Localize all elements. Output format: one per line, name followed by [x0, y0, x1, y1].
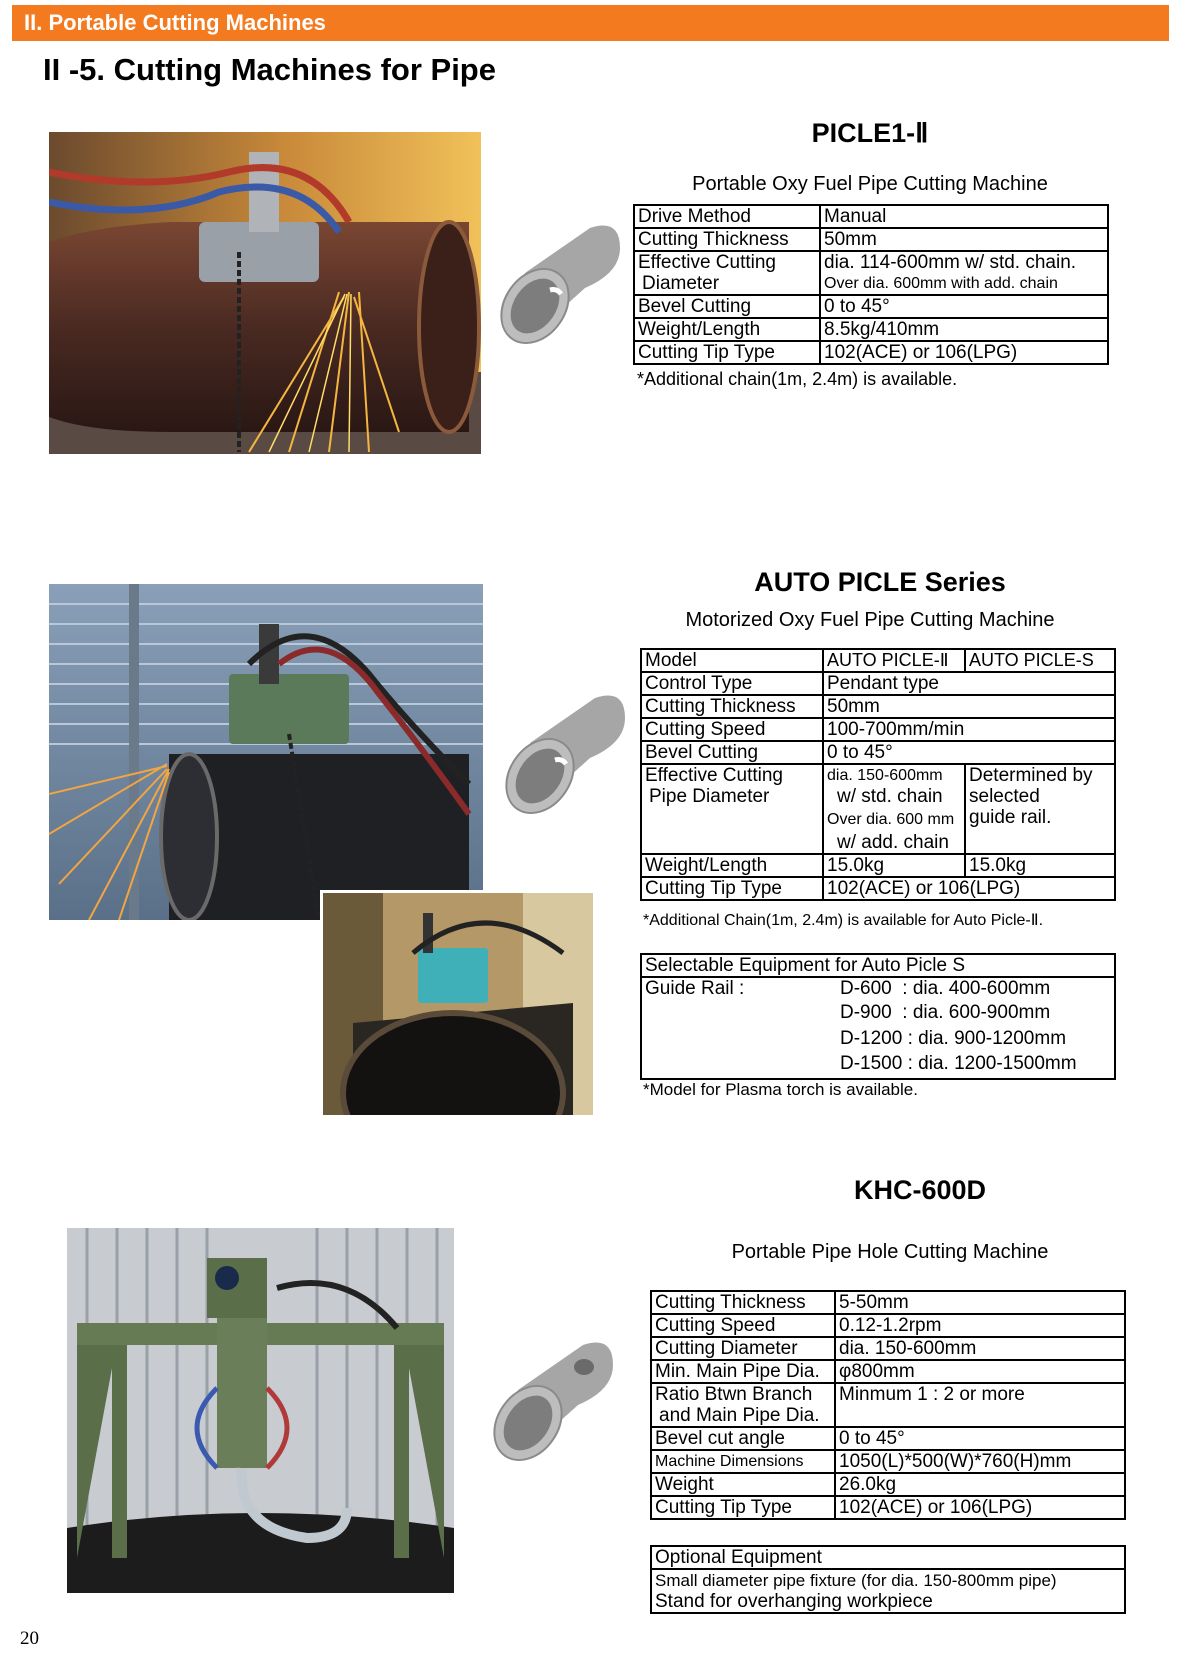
table-row	[651, 1569, 1125, 1613]
optional-item: Stand for overhanging workpiece	[655, 1591, 933, 1612]
table-row	[634, 341, 1108, 364]
spec-value-line: dia. 114-600mm w/ std. chain.	[824, 252, 1077, 273]
spec-label: Cutting Thickness	[634, 228, 820, 251]
spec-label: Drive Method	[634, 205, 820, 228]
spec-value-line: dia. 150-600mm	[827, 767, 943, 784]
spec-value-line: selected	[969, 786, 1040, 807]
table-row	[641, 741, 1115, 764]
spec-label: Cutting Tip Type	[641, 877, 823, 900]
table-row	[634, 295, 1108, 318]
page-title: II -5. Cutting Machines for Pipe	[43, 52, 496, 87]
spec-value	[965, 764, 1115, 854]
spec-value: 15.0kg	[965, 854, 1115, 877]
spec-label: Weight/Length	[634, 318, 820, 341]
table-row	[641, 672, 1115, 695]
table-row	[651, 1427, 1125, 1450]
table-row	[634, 228, 1108, 251]
spec-label	[651, 1383, 835, 1427]
spec-value	[820, 251, 1108, 295]
table-row	[641, 695, 1115, 718]
spec-value: Manual	[820, 205, 1108, 228]
table-row	[641, 977, 1115, 1079]
autopicle-note: *Additional Chain(1m, 2.4m) is available for Auto Picle-Ⅱ.	[643, 912, 1044, 929]
autopicle-title: AUTO PICLE Series	[754, 567, 1006, 597]
guide-rail-item: D-900 : dia. 600-900mm	[840, 1002, 1051, 1023]
spec-value: 15.0kg	[823, 854, 965, 877]
spec-value: 50mm	[823, 695, 1115, 718]
spec-value-line: Over dia. 600mm with add. chain	[824, 275, 1058, 292]
spec-label-line: Diameter	[642, 273, 720, 294]
spec-value-line: Over dia. 600 mm	[827, 811, 955, 828]
table-row	[641, 718, 1115, 741]
pipe-cut-icon	[500, 688, 630, 828]
spec-value: 1050(L)*500(W)*760(H)mm	[835, 1450, 1125, 1473]
guide-rail-item: D-600 : dia. 400-600mm	[840, 978, 1051, 999]
section-header-text: II. Portable Cutting Machines	[24, 10, 326, 35]
spec-value-line: guide rail.	[969, 807, 1052, 828]
spec-label: Cutting Tip Type	[634, 341, 820, 364]
spec-value-line: w/ std. chain	[837, 786, 943, 807]
optional-title: Optional Equipment	[651, 1546, 1125, 1569]
autopicle-subtitle: Motorized Oxy Fuel Pipe Cutting Machine	[685, 609, 1055, 631]
spec-value: 102(ACE) or 106(LPG)	[820, 341, 1108, 364]
picle1-spec-table	[633, 204, 1109, 365]
plasma-note: *Model for Plasma torch is available.	[643, 1080, 918, 1099]
spec-value: φ800mm	[835, 1360, 1125, 1383]
table-row	[651, 1337, 1125, 1360]
spec-label: Control Type	[641, 672, 823, 695]
table-row	[651, 1496, 1125, 1519]
table-row	[651, 1473, 1125, 1496]
equipment-title: Selectable Equipment for Auto Picle S	[641, 954, 1115, 977]
spec-label: Bevel Cutting	[634, 295, 820, 318]
spec-label: Model	[641, 649, 823, 672]
spec-value: 100-700mm/min	[823, 718, 1115, 741]
picle1-title: PICLE1-Ⅱ	[811, 118, 929, 148]
spec-label: Weight/Length	[641, 854, 823, 877]
spec-value: 8.5kg/410mm	[820, 318, 1108, 341]
spec-label-line: Ratio Btwn Branch	[655, 1384, 813, 1405]
khc-spec-table	[650, 1290, 1126, 1520]
optional-cell	[651, 1569, 1125, 1613]
spec-label: Cutting Diameter	[651, 1337, 835, 1360]
spec-label: Cutting Speed	[641, 718, 823, 741]
table-row	[641, 649, 1115, 672]
spec-label: Bevel Cutting	[641, 741, 823, 764]
table-row	[641, 877, 1115, 900]
spec-label: Cutting Thickness	[651, 1291, 835, 1314]
picle1-photo	[49, 132, 481, 454]
spec-value: 50mm	[820, 228, 1108, 251]
khc-photo	[67, 1228, 454, 1593]
table-row	[651, 1450, 1125, 1473]
khc-title: KHC-600D	[853, 1175, 987, 1205]
spec-label	[634, 251, 820, 295]
autopicle-photo	[49, 584, 483, 920]
spec-value: 102(ACE) or 106(LPG)	[835, 1496, 1125, 1519]
spec-value: 5-50mm	[835, 1291, 1125, 1314]
spec-value: Minmum 1 : 2 or more	[835, 1383, 1125, 1427]
autopicle-equipment-table	[640, 953, 1116, 1080]
spec-value: 0 to 45°	[823, 741, 1115, 764]
guide-rail-item: D-1200 : dia. 900-1200mm	[840, 1028, 1067, 1049]
page-number: 20	[20, 1628, 39, 1649]
spec-label-line: Effective Cutting	[645, 765, 784, 786]
table-row	[651, 1546, 1125, 1569]
spec-label	[641, 764, 823, 854]
khc-optional-table	[650, 1545, 1126, 1614]
pipe-hole-icon	[488, 1335, 618, 1475]
spec-value-line: w/ add. chain	[837, 832, 949, 853]
table-row	[651, 1291, 1125, 1314]
picle1-subtitle: Portable Oxy Fuel Pipe Cutting Machine	[692, 173, 1048, 195]
spec-value: Pendant type	[823, 672, 1115, 695]
spec-value: 26.0kg	[835, 1473, 1125, 1496]
spec-value: 0 to 45°	[820, 295, 1108, 318]
spec-label: Weight	[651, 1473, 835, 1496]
autopicle-s-photo	[320, 890, 596, 1118]
table-row	[651, 1360, 1125, 1383]
table-row	[634, 205, 1108, 228]
section-header-bar	[12, 5, 1169, 41]
spec-value: dia. 150-600mm	[835, 1337, 1125, 1360]
spec-label: Min. Main Pipe Dia.	[651, 1360, 835, 1383]
table-row	[634, 318, 1108, 341]
guide-rail-label: Guide Rail :	[645, 978, 745, 999]
spec-value-line: Determined by	[969, 765, 1093, 786]
spec-label: Cutting Thickness	[641, 695, 823, 718]
spec-value	[823, 764, 965, 854]
spec-value: 0.12-1.2rpm	[835, 1314, 1125, 1337]
spec-value: AUTO PICLE-S	[965, 649, 1115, 672]
khc-subtitle: Portable Pipe Hole Cutting Machine	[731, 1241, 1049, 1263]
spec-value: 0 to 45°	[835, 1427, 1125, 1450]
spec-label-line: and Main Pipe Dia.	[659, 1405, 820, 1426]
equipment-cell	[641, 977, 1115, 1079]
spec-label: Cutting Speed	[651, 1314, 835, 1337]
spec-value: AUTO PICLE-Ⅱ	[823, 649, 965, 672]
spec-label-line: Effective Cutting	[638, 252, 777, 273]
pipe-cut-icon	[495, 218, 625, 358]
table-row	[651, 1314, 1125, 1337]
table-row	[641, 954, 1115, 977]
spec-label: Machine Dimensions	[651, 1450, 835, 1473]
spec-label: Bevel cut angle	[651, 1427, 835, 1450]
table-row	[641, 854, 1115, 877]
table-row	[641, 764, 1115, 854]
autopicle-spec-table	[640, 648, 1116, 901]
optional-item: Small diameter pipe fixture (for dia. 150-800mm pipe)	[655, 1571, 1057, 1590]
spec-value: 102(ACE) or 106(LPG)	[823, 877, 1115, 900]
guide-rail-item: D-1500 : dia. 1200-1500mm	[840, 1053, 1077, 1074]
spec-label: Cutting Tip Type	[651, 1496, 835, 1519]
table-row	[651, 1383, 1125, 1427]
picle1-note: *Additional chain(1m, 2.4m) is available.	[637, 369, 958, 389]
spec-label-line: Pipe Diameter	[649, 786, 770, 807]
table-row	[634, 251, 1108, 295]
